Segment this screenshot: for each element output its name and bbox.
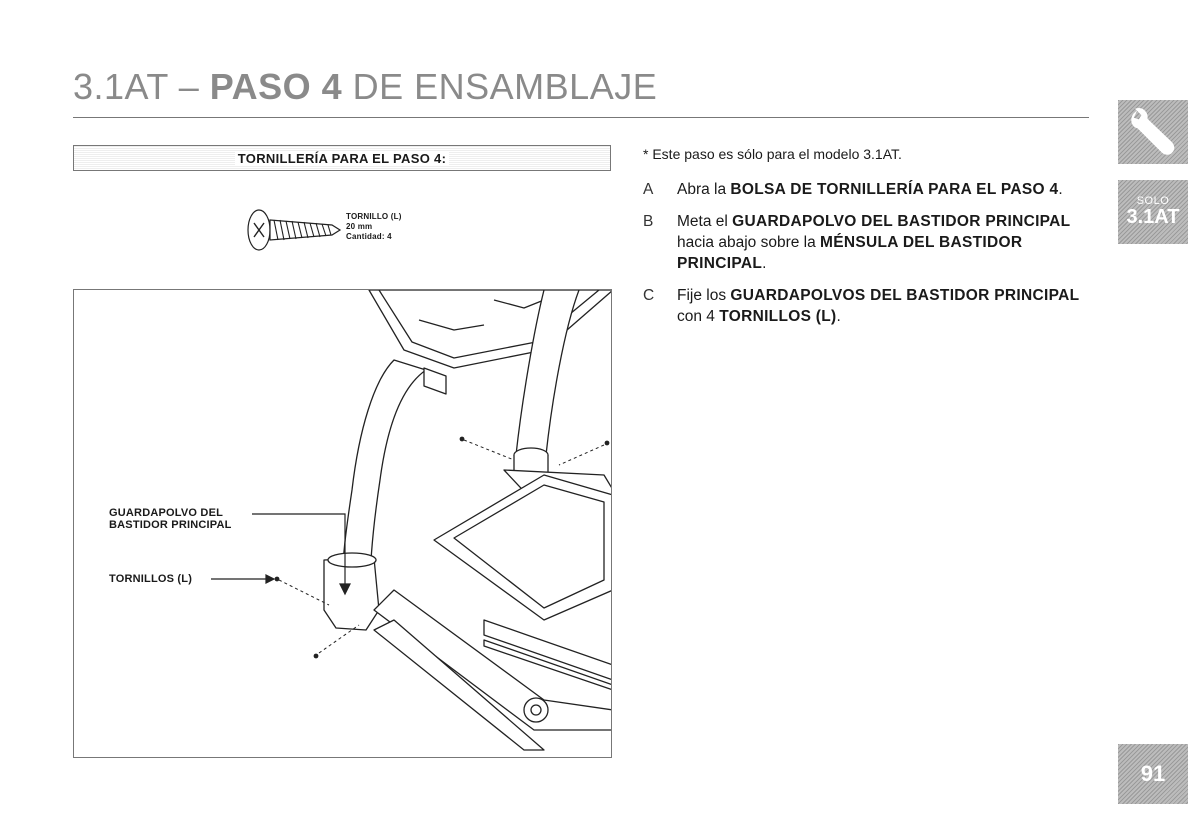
step-text-part: Fije los	[677, 287, 731, 304]
step-b	[643, 211, 1093, 274]
step-text-bold: TORNILLOS (L)	[719, 308, 837, 325]
title-suffix: DE ENSAMBLAJE	[342, 66, 658, 107]
page-title	[73, 66, 657, 108]
step-c	[643, 285, 1093, 327]
screw-size: 20 mm	[346, 222, 373, 231]
assembly-figure	[73, 289, 612, 758]
step-letter: A	[643, 181, 654, 198]
callout-guard-line1: GUARDAPOLVO DEL	[109, 507, 224, 519]
screw-name: TORNILLO (L)	[346, 212, 402, 221]
step-text	[677, 211, 1093, 274]
step-letter: B	[643, 213, 654, 230]
step-text-bold: GUARDAPOLVOS DEL BASTIDOR PRINCIPAL	[730, 287, 1080, 304]
assembly-tab	[1118, 100, 1188, 164]
title-divider	[73, 117, 1089, 118]
model-tab	[1118, 180, 1188, 244]
step-list	[643, 179, 1093, 338]
title-bold: PASO 4	[209, 66, 343, 107]
step-text	[677, 179, 1063, 200]
page-number: 91	[1118, 744, 1188, 804]
step-text	[677, 285, 1093, 327]
screw-illustration	[244, 206, 344, 256]
model-tab-label: SOLO	[1136, 195, 1170, 207]
model-tab-model: 3.1AT	[1126, 206, 1180, 228]
step-text-part: hacia abajo sobre la	[677, 234, 821, 251]
hardware-box	[73, 145, 611, 171]
step-text-part: .	[762, 255, 767, 272]
model-note: * Este paso es sólo para el modelo 3.1AT.	[643, 146, 902, 162]
screw-label	[346, 212, 402, 242]
step-text-bold: BOLSA DE TORNILLERÍA PARA EL PASO 4	[730, 181, 1059, 198]
step-text-part: Abra la	[677, 181, 731, 198]
step-text-part: con 4	[677, 308, 720, 325]
step-text-bold: MÉNSULA DEL BASTIDOR PRINCIPAL	[677, 234, 1023, 272]
step-text-part: .	[1058, 181, 1063, 198]
step-text-part: .	[836, 308, 841, 325]
wrench-icon	[1118, 100, 1188, 164]
callout-guard	[109, 507, 232, 531]
callout-screws: TORNILLOS (L)	[109, 573, 193, 585]
callout-guard-line2: BASTIDOR PRINCIPAL	[109, 519, 232, 531]
step-text-bold: GUARDAPOLVO DEL BASTIDOR PRINCIPAL	[732, 213, 1071, 230]
hardware-box-title: TORNILLERÍA PARA EL PASO 4:	[235, 151, 449, 166]
step-a	[643, 179, 1093, 200]
screw-quantity: Cantidad: 4	[346, 232, 392, 241]
step-letter: C	[643, 287, 655, 304]
title-prefix: 3.1AT –	[73, 66, 210, 107]
step-text-part: Meta el	[677, 213, 733, 230]
